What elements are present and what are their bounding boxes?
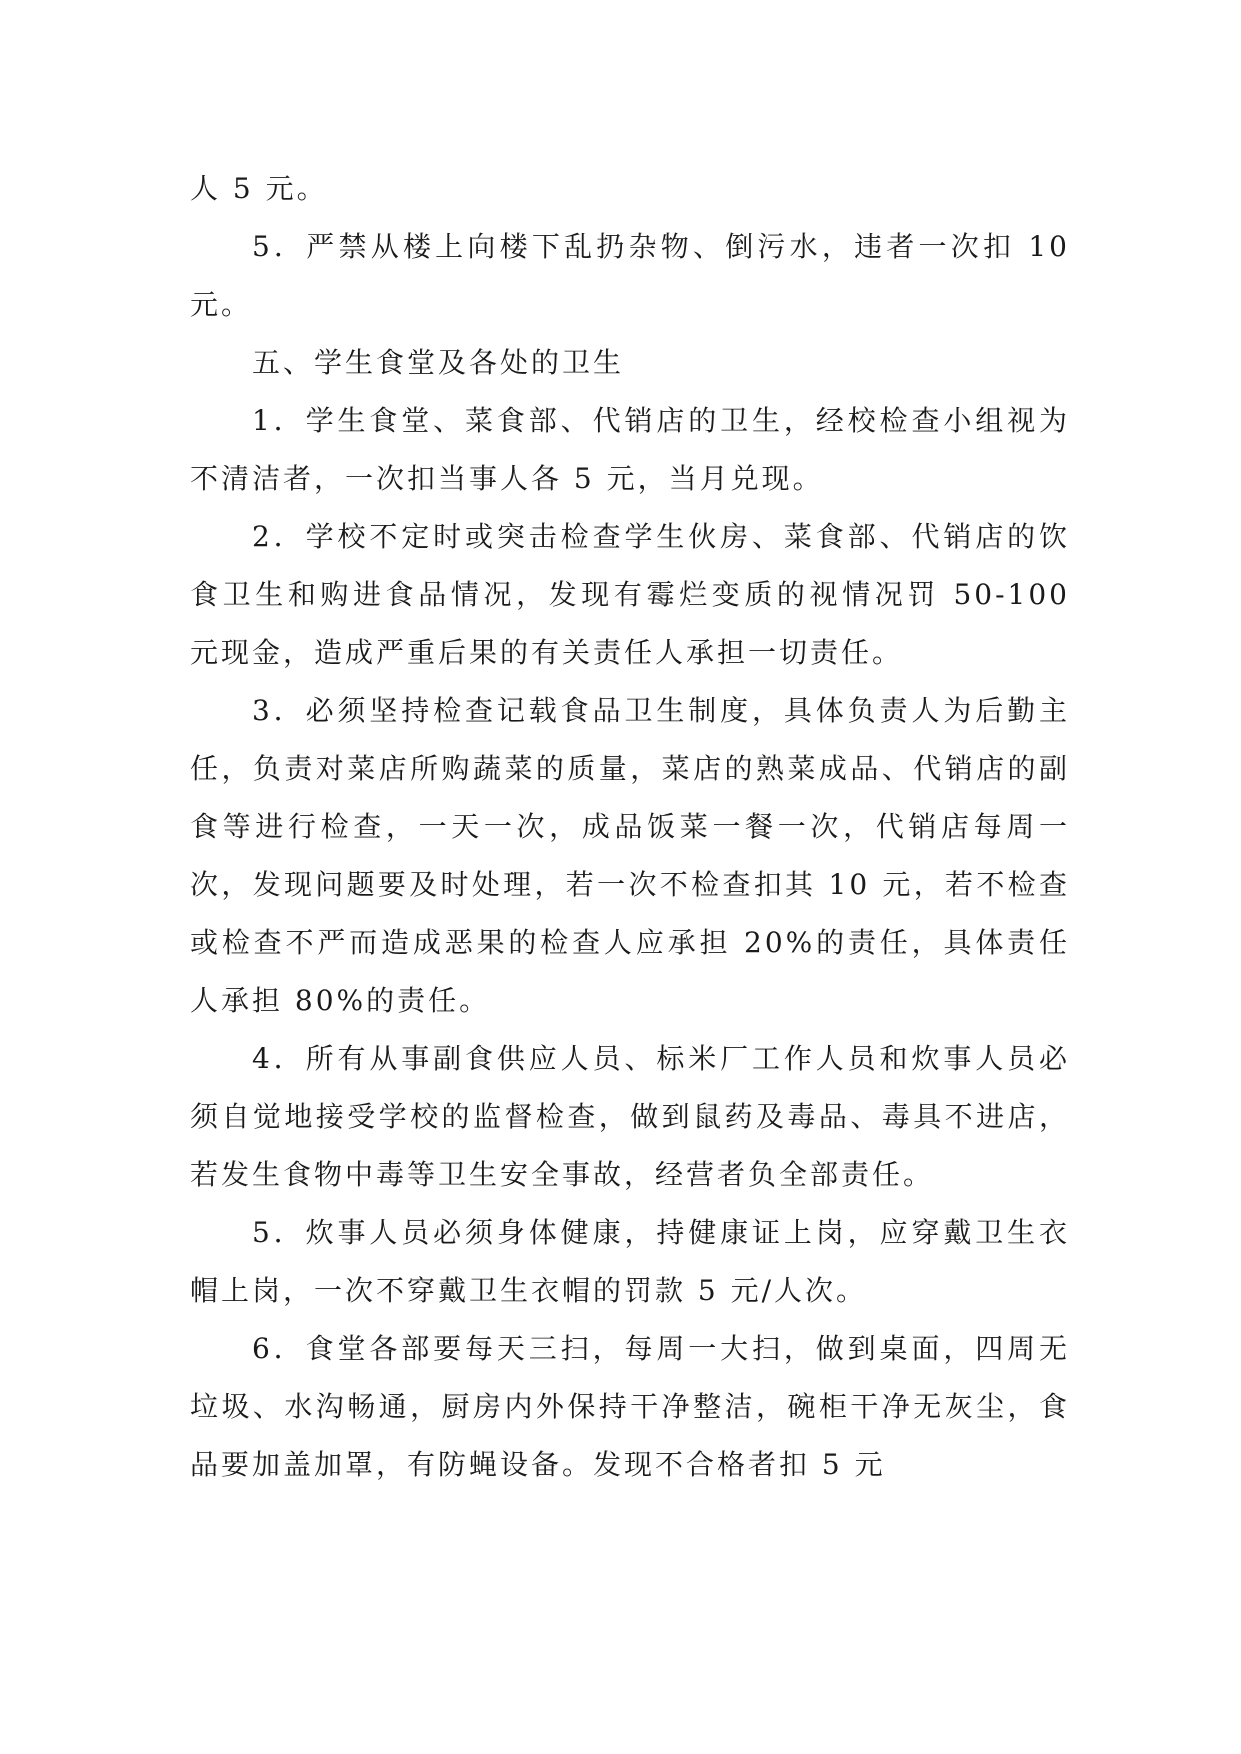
paragraph: 4．所有从事副食供应人员、标米厂工作人员和炊事人员必须自觉地接受学校的监督检查，做到鼠药及毒品、毒具不进店，若发生食物中毒等卫生安全事故，经营者负全部责任。 xyxy=(190,1042,1070,1191)
paragraph: 6．食堂各部要每天三扫，每周一大扫，做到桌面，四周无垃圾、水沟畅通，厨房内外保持干净整洁，碗柜干净无灰尘，食品要加盖加罩，有防蝇设备。发现不合格者扣 5 元 xyxy=(190,1332,1070,1481)
paragraph: 5．炊事人员必须身体健康，持健康证上岗，应穿戴卫生衣帽上岗，一次不穿戴卫生衣帽的罚款 5 元/人次。 xyxy=(190,1216,1070,1307)
section-heading: 五、学生食堂及各处的卫生 xyxy=(252,346,625,379)
paragraph: 3．必须坚持检查记载食品卫生制度，具体负责人为后勤主任，负责对菜店所购蔬菜的质量，菜店的熟菜成品、代销店的副食等进行检查，一天一次，成品饭菜一餐一次，代销店每周一次，发现问题要及时处理，若一次不检查扣其 10 元，若不检查或检查不严而造成恶果的检查人应承担 20%的责任，具体责任人承担 80%的责任。 xyxy=(190,694,1070,1017)
paragraph: 5．严禁从楼上向楼下乱扔杂物、倒污水，违者一次扣 10 元。 xyxy=(190,230,1070,321)
document-body xyxy=(190,160,1070,1494)
paragraph: 1．学生食堂、菜食部、代销店的卫生，经校检查小组视为不清洁者，一次扣当事人各 5 元，当月兑现。 xyxy=(190,404,1070,495)
paragraph: 人 5 元。 xyxy=(190,172,328,205)
paragraph: 2．学校不定时或突击检查学生伙房、菜食部、代销店的饮食卫生和购进食品情况，发现有霉烂变质的视情况罚 50-100 元现金，造成严重后果的有关责任人承担一切责任。 xyxy=(190,520,1070,669)
